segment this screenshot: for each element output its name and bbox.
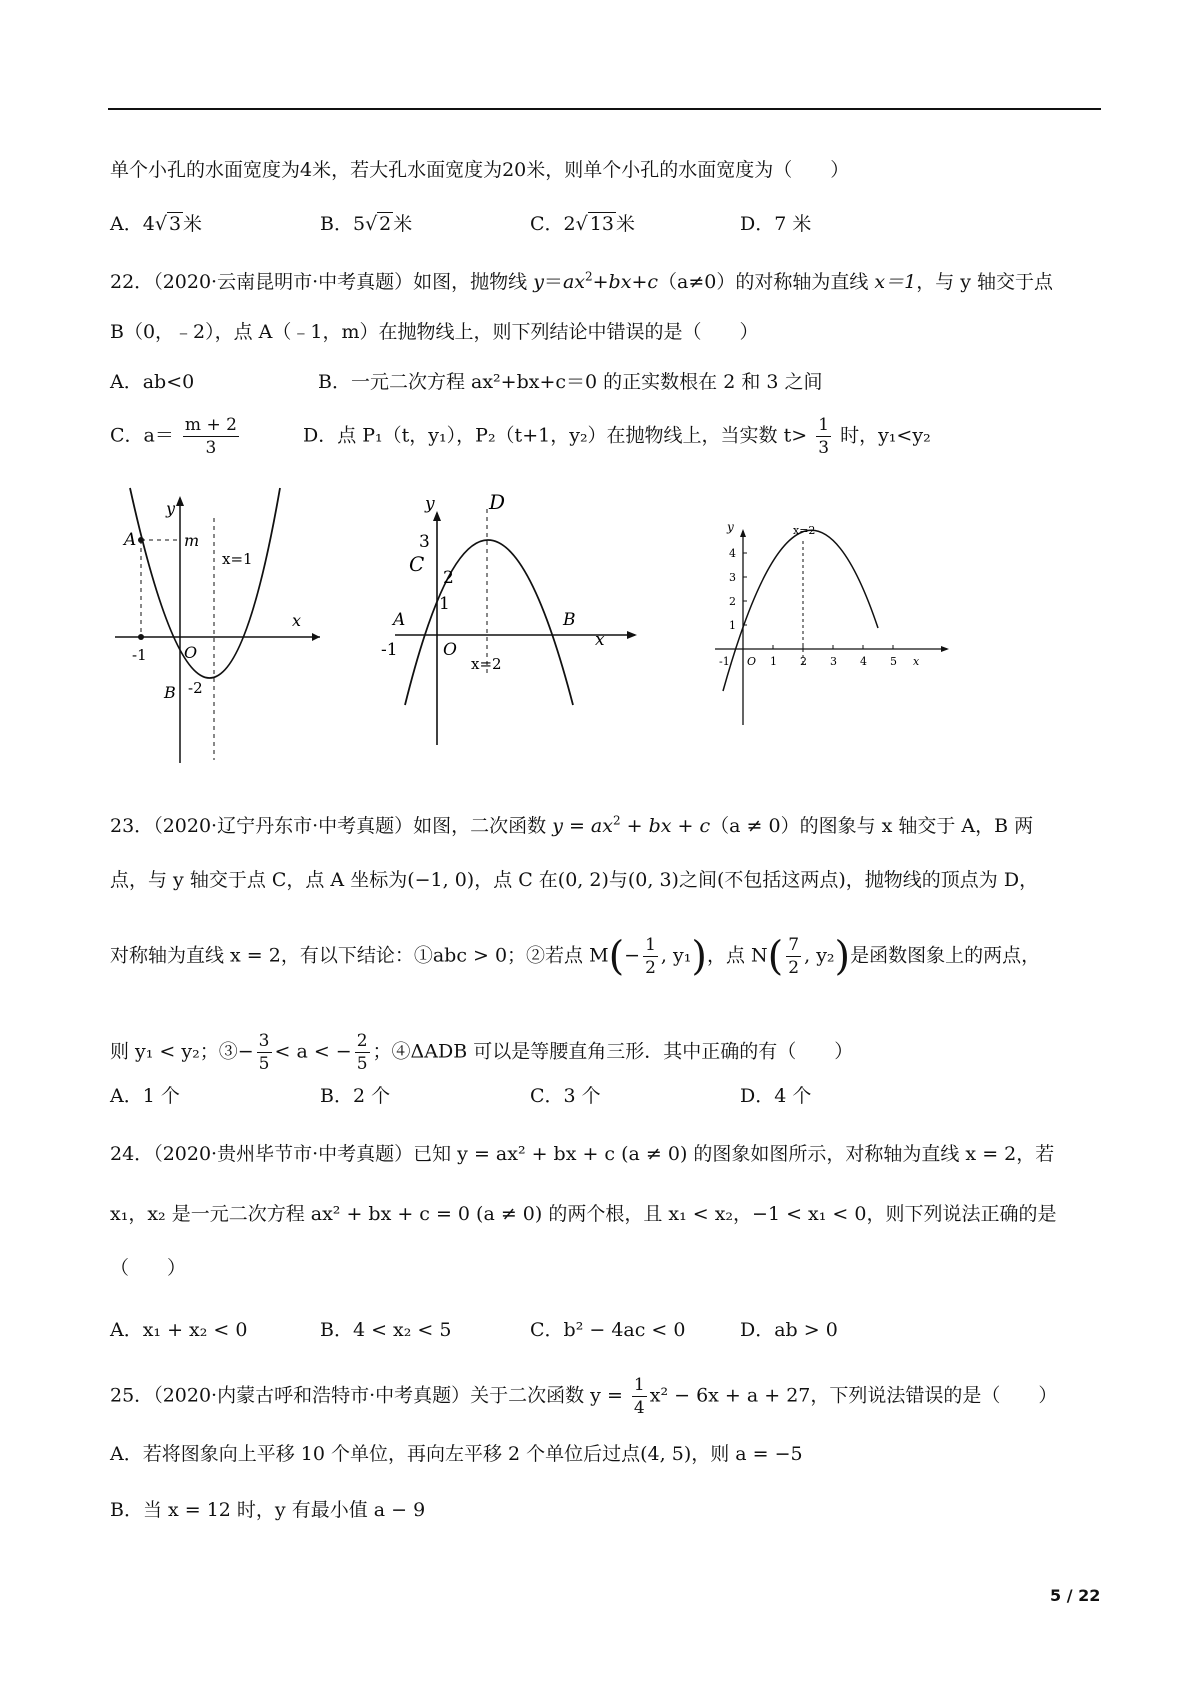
figure-2-parabola: [381, 490, 645, 755]
q22-option-d: D．点 P₁（t，y₁），P₂（t+1，y₂）在抛物线上，当实数 t> $\frac{1}{3}$ 时，y₁<y₂: [303, 415, 931, 458]
q25-option-a: A．若将图象向上平移 10 个单位，再向左平移 2 个单位后过点(4, 5)，则 a = −5: [110, 1443, 803, 1465]
fig3-xtick-1: 1: [770, 655, 777, 668]
q23-line1: 23．（2020·辽宁丹东市·中考真题）如图，二次函数 $y = ax^2$ + bx + c（a ≠ 0）的图象与 x 轴交于 A，B 两: [110, 813, 1034, 837]
q21-option-a: A．4√ 3 米: [110, 213, 203, 235]
q23-option-d: D．4 个: [740, 1085, 812, 1107]
q25-line1: 25．（2020·内蒙古呼和浩特市·中考真题）关于二次函数 y = $\frac{1}{4}$ x² − 6x + a + 27，下列说法错误的是（ ）: [110, 1375, 1058, 1418]
fig3-xtick-2: 2: [800, 655, 807, 668]
fig3-xtick-5: 5: [890, 655, 897, 668]
fig3-xtick-3: 3: [830, 655, 837, 668]
fig1-label-axis: x=1: [222, 550, 253, 568]
fig1-label-a: A: [124, 530, 137, 550]
fig2-label-o: O: [443, 640, 457, 660]
fig3-tick-4: 4: [729, 547, 736, 560]
q21-option-c: C．2√ 13 米: [530, 213, 635, 235]
q23-line4: 则 y₁ < y₂；③− $\frac{3}{5}$ < a < − $\frac{2}{5}$ ；④ΔADB 可以是等腰直角三形．其中正确的有（ ）: [110, 1031, 854, 1074]
page-number: 5 / 22: [1050, 1586, 1101, 1605]
fig3-label-neg1: -1: [719, 655, 730, 668]
fig2-tick-2: 2: [443, 568, 454, 588]
q24-option-d: D．ab > 0: [740, 1319, 838, 1341]
fig2-label-a: A: [393, 610, 406, 630]
q23-line2: 点，与 y 轴交于点 C，点 A 坐标为(−1, 0)，点 C 在(0, 2)与(0, 3)之间(不包括这两点)，抛物线的顶点为 D，: [110, 869, 1039, 891]
fig3-tick-3: 3: [729, 571, 736, 584]
q23-option-b: B．2 个: [320, 1085, 391, 1107]
fig3-label-o: O: [747, 655, 757, 668]
fig1-label-m: m: [184, 531, 200, 550]
figure-3-parabola: [715, 520, 965, 730]
q21-option-d: D．7 米: [740, 213, 812, 235]
q22-line1: 22．（2020·云南昆明市·中考真题）如图，抛物线 $y=ax^2+bx+c(a\ne 0)$的对称轴为直线 x＝1，与 y 轴交于点: [110, 269, 1054, 293]
q21-option-b: B．5√ 2 米: [320, 213, 413, 235]
fig2-label-y: y: [425, 494, 435, 514]
q24-option-c: C．b² − 4ac < 0: [530, 1319, 686, 1341]
q23-line3: 对称轴为直线 x = 2，有以下结论：①abc > 0；②若点 M(− $\frac{1}{2}$ , y₁)，点 N( $\frac{7}{2}$ , y₂)是函数图象上的两点，: [110, 933, 1041, 980]
q24-line2: x₁，x₂ 是一元二次方程 ax² + bx + c = 0 (a ≠ 0) 的两个根，且 x₁ < x₂，−1 < x₁ < 0，则下列说法正确的是: [110, 1203, 1057, 1225]
q25-option-b: B．当 x = 12 时，y 有最小值 a − 9: [110, 1499, 426, 1521]
fig1-label-o: O: [184, 643, 198, 662]
header-rule: [108, 108, 1101, 110]
fig2-label-axis: x=2: [471, 655, 502, 673]
fig3-label-y: y: [727, 520, 734, 534]
q22-option-c: C．a＝ $\frac{m + 2}{3}$: [110, 415, 237, 458]
q22-option-b: B．一元二次方程 ax²+bx+c＝0 的正实数根在 2 和 3 之间: [318, 371, 823, 393]
figure-1-parabola: [110, 488, 330, 768]
fig3-tick-1: 1: [729, 619, 736, 632]
fig1-label-neg2: -2: [188, 679, 203, 697]
q21-stem: 单个小孔的水面宽度为4米，若大孔水面宽度为20米，则单个小孔的水面宽度为（ ）: [110, 159, 850, 181]
fig2-label-c: C: [409, 552, 425, 576]
fig2-tick-3: 3: [419, 532, 430, 552]
q24-option-a: A．x₁ + x₂ < 0: [110, 1319, 248, 1341]
fig2-tick-1: 1: [439, 594, 450, 614]
q23-option-a: A．1 个: [110, 1085, 180, 1107]
fig3-xtick-4: 4: [860, 655, 867, 668]
fig3-label-x: x: [913, 655, 920, 668]
q22-option-a: A．ab<0: [110, 371, 195, 393]
fig3-tick-2: 2: [729, 595, 736, 608]
q24-option-b: B．4 < x₂ < 5: [320, 1319, 452, 1341]
fig2-label-x: x: [595, 630, 605, 650]
q24-line1: 24．（2020·贵州毕节市·中考真题）已知 y = ax² + bx + c (a ≠ 0) 的图象如图所示，对称轴为直线 x = 2，若: [110, 1143, 1055, 1165]
q24-line3: （ ）: [110, 1257, 187, 1279]
fig1-label-neg1: -1: [132, 646, 147, 664]
q22-line2: B（0，﹣2），点 A（﹣1，m）在抛物线上，则下列结论中错误的是（ ）: [110, 321, 759, 343]
q23-option-c: C．3 个: [530, 1085, 601, 1107]
fig2-label-neg1: -1: [381, 640, 398, 660]
fig2-label-d: D: [489, 490, 506, 514]
fig1-label-y: y: [166, 499, 176, 518]
fig2-label-b: B: [563, 610, 576, 630]
fig1-label-b: B: [164, 683, 176, 702]
fig3-label-axis: x=2: [793, 524, 816, 537]
fig1-label-x: x: [292, 611, 302, 630]
